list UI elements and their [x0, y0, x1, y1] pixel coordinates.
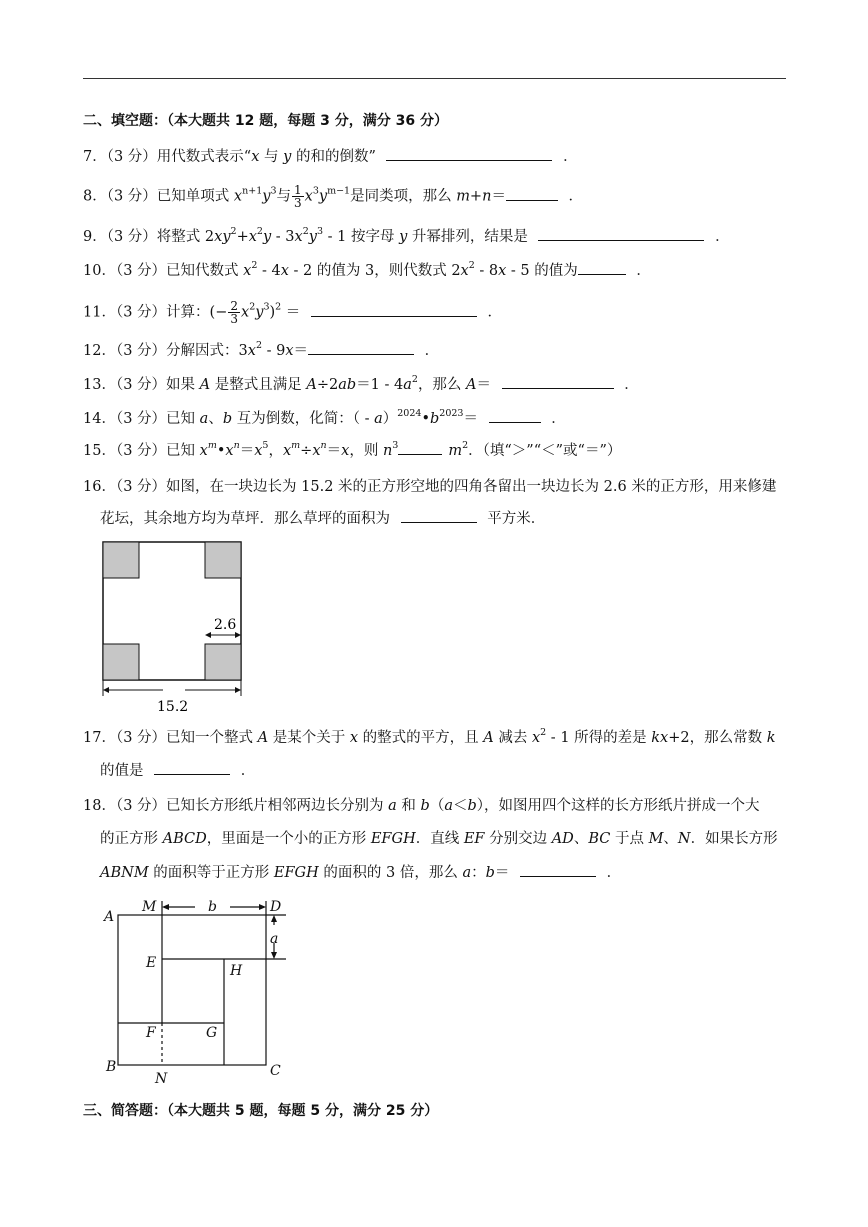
answer-blank[interactable] — [386, 146, 552, 161]
question-11: 11．（3 分）计算：(− $\frac{2}{3}$ $x^2y^3)^2$ ＝ ． — [83, 299, 503, 326]
question-7: 7．（3 分）用代数式表示“x 与 y 的和的倒数” ． — [83, 146, 803, 167]
question-17-line2: 的值是 ． — [100, 760, 820, 781]
section3-heading: 三、简答题：（本大题共 5 题，每题 5 分，满分 25 分） — [83, 1103, 439, 1119]
corner-square-bottom-left — [103, 644, 139, 680]
label-H: H — [230, 963, 243, 979]
question-18-line3: ABNM 的面积等于正方形 EFGH 的面积的 3 倍，那么 a：b＝ ． — [100, 862, 820, 883]
corner-square-top-right — [205, 542, 241, 578]
question-18-line2: 的正方形 ABCD，里面是一个小的正方形 EFGH．直线 EF 分别交边 AD、BC 于点 M、N．如果长方形 — [100, 831, 778, 847]
label-C: C — [270, 1063, 281, 1079]
label-M: M — [142, 899, 157, 915]
answer-blank[interactable] — [154, 760, 230, 775]
label-F: F — [146, 1025, 156, 1041]
question-17-line1: 17．（3 分）已知一个整式 A 是某个关于 x 的整式的平方，且 A 减去 $x^2 - 1$ 所得的差是 kx+2，那么常数 k — [83, 727, 776, 746]
inner-dimension-label: 2.6 — [214, 617, 237, 633]
question-16-line2: 花坛，其余地方均为草坪．那么草坪的面积为 平方米． — [100, 508, 820, 529]
question-18-line1: 18．（3 分）已知长方形纸片相邻两边长分别为 a 和 b（a＜b），如图用四个这样的长方形纸片拼成一个大 — [83, 798, 760, 814]
question-13: 13．（3 分）如果 A 是整式且满足 $A\div 2ab=1 - 4a^2$，那么 A＝ ． — [83, 374, 639, 393]
fraction: $\frac{1}{3}$ — [293, 183, 302, 210]
label-D: D — [270, 899, 282, 915]
question-16-line1: 16．（3 分）如图，在一块边长为 15.2 米的正方形空地的四角各留出一块边长为 2.6 米的正方形，用来修建 — [83, 479, 777, 495]
answer-blank[interactable] — [308, 340, 414, 355]
label-a: a — [270, 931, 279, 947]
answer-blank[interactable] — [578, 260, 626, 275]
label-b: b — [208, 899, 217, 915]
answer-blank[interactable] — [398, 440, 442, 455]
question-10: 10．（3 分）已知代数式 $x^2 - 4x - 2$ 的值为 3，则代数式 $2x^2 - 8x - 5$ 的值为 ． — [83, 260, 651, 279]
label-G: G — [206, 1025, 218, 1041]
question-8: 8．（3 分）已知单项式 $x^{n+1}y^3$与 $\frac{1}{3}$ $x^3y^{m-1}$是同类项，那么 m+n＝ ． — [83, 183, 584, 210]
section2-heading: 二、填空题：（本大题共 12 题，每题 3 分，满分 36 分） — [83, 113, 448, 129]
figure-16-square-garden — [95, 538, 255, 718]
fraction: $\frac{2}{3}$ — [230, 299, 238, 326]
arrowhead-left — [205, 632, 211, 638]
answer-blank[interactable] — [502, 374, 614, 389]
question-14: 14．（3 分）已知 a、b 互为倒数，化简：（ - $a)^{2024}•b^{2023}=$ ． — [83, 408, 566, 427]
question-15: 15．（3 分）已知 $x^m•x^n=x^5$，$x^m\div x^n=x$，则 $n^3$ $m^2$．（填“＞”“＜”或“＝”） — [83, 440, 622, 459]
question-9: 9．（3 分）将整式 $2xy^2+x^2y - 3x^2y^3 - 1$ 按字母 y 升幂排列，结果是 ． — [83, 226, 730, 245]
square-ABCD — [118, 915, 266, 1065]
answer-blank[interactable] — [401, 508, 477, 523]
question-12: 12．（3 分）分解因式：$3x^2 - 9x=$ ． — [83, 340, 440, 359]
answer-blank[interactable] — [538, 226, 704, 241]
label-B: B — [106, 1059, 117, 1075]
answer-blank[interactable] — [311, 302, 477, 317]
corner-square-bottom-right — [205, 644, 241, 680]
figure-18-rectangle-tiling — [100, 893, 300, 1085]
outer-dimension-label: 15.2 — [157, 699, 189, 715]
answer-blank[interactable] — [506, 186, 558, 201]
answer-blank[interactable] — [489, 408, 541, 423]
header-rule — [83, 78, 786, 79]
answer-blank[interactable] — [520, 862, 596, 877]
label-A: A — [104, 909, 115, 925]
corner-square-top-left — [103, 542, 139, 578]
label-N: N — [155, 1071, 168, 1085]
label-E: E — [146, 955, 157, 971]
